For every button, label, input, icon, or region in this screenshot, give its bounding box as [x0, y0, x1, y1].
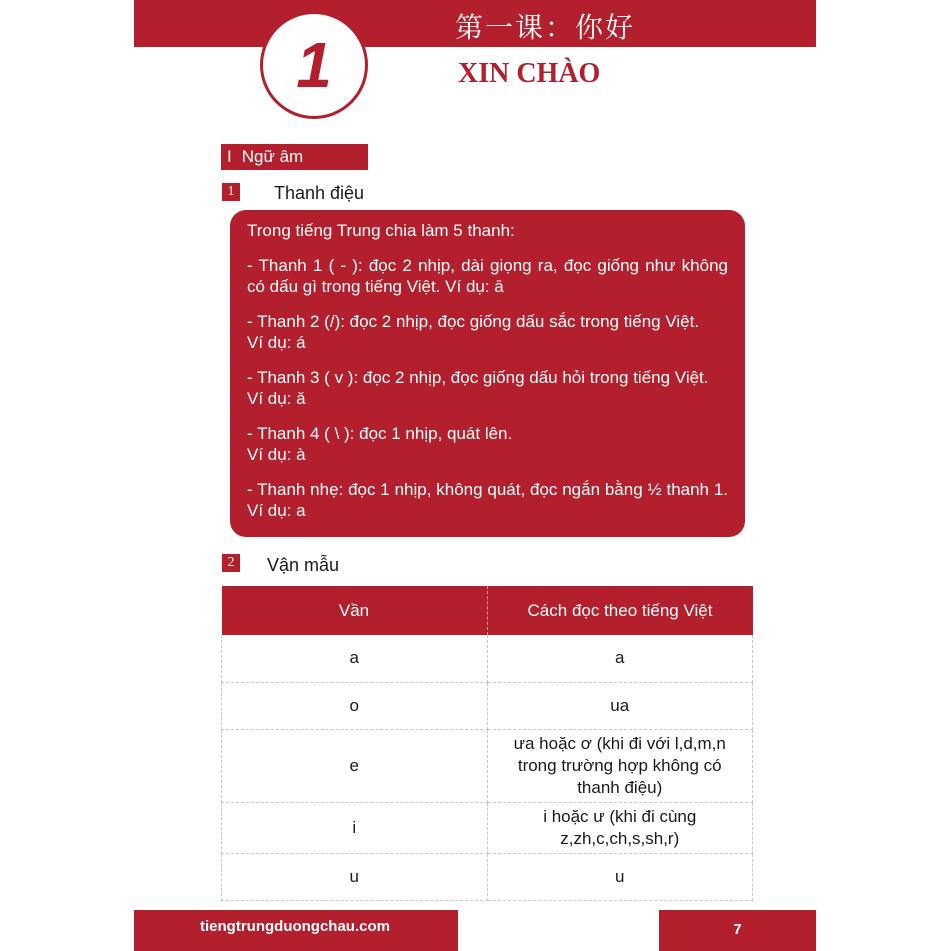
tone-info-box	[230, 210, 745, 537]
column-header-reading: Cách đọc theo tiếng Việt	[487, 586, 753, 635]
vowel-cell: i	[222, 802, 488, 853]
vowel-table	[221, 586, 753, 901]
reading-cell: ưa hoặc ơ (khi đi với l,d,m,n trong trường hợp không có thanh điệu)	[487, 729, 753, 802]
reading-cell: a	[487, 635, 753, 682]
subsection-number-1: 1	[222, 183, 240, 201]
table-row	[222, 635, 753, 682]
lesson-number-badge	[260, 11, 368, 119]
subsection-title-2: Vận mẫu	[267, 555, 340, 575]
table-row	[222, 729, 753, 802]
reading-cell: ua	[487, 682, 753, 729]
section-number: I	[227, 147, 232, 166]
tone-item-3: - Thanh 3 ( v ): đọc 2 nhịp, đọc giống dấu hỏi trong tiếng Việt. Ví dụ: ǎ	[247, 368, 709, 408]
tone-item-1: - Thanh 1 ( - ): đọc 2 nhịp, dài giọng ra, đọc giống như không có dấu gì trong tiếng Việt. Ví dụ: ā	[247, 256, 728, 296]
reading-cell: u	[487, 853, 753, 900]
subsection-title-1: Thanh điệu	[274, 183, 365, 203]
vowel-cell: u	[222, 853, 488, 900]
vowel-cell: o	[222, 682, 488, 729]
website-link[interactable]: tiengtrungduongchau.com	[200, 918, 390, 935]
tone-item-5: - Thanh nhẹ: đọc 1 nhịp, không quát, đọc ngắn bằng ½ thanh 1. Ví dụ: a	[247, 480, 728, 520]
tone-item-4: - Thanh 4 ( \ ): đọc 1 nhịp, quát lên. Ví dụ: à	[247, 424, 513, 464]
section-title: Ngữ âm	[241, 147, 304, 166]
reading-cell: i hoặc ư (khi đi cùng z,zh,c,ch,s,sh,r)	[487, 802, 753, 853]
chinese-title: 第一课：你好	[455, 11, 636, 44]
tone-intro: Trong tiếng Trung chia làm 5 thanh:	[247, 221, 515, 240]
page-number: 7	[659, 910, 816, 951]
vietnamese-title: XIN CHÀO	[458, 58, 601, 89]
subsection-number-2: 2	[222, 554, 240, 572]
table-row	[222, 853, 753, 900]
section-heading	[221, 144, 368, 170]
vowel-cell: e	[222, 729, 488, 802]
column-header-vowel: Vần	[222, 586, 488, 635]
lesson-number: 1	[296, 29, 332, 101]
table-row	[222, 682, 753, 729]
vowel-cell: a	[222, 635, 488, 682]
table-row	[222, 802, 753, 853]
table-header-row	[222, 586, 753, 635]
tone-item-2: - Thanh 2 (/): đọc 2 nhịp, đọc giống dấu sắc trong tiếng Việt. Ví dụ: á	[247, 312, 700, 352]
footer-website-bar	[134, 910, 458, 951]
